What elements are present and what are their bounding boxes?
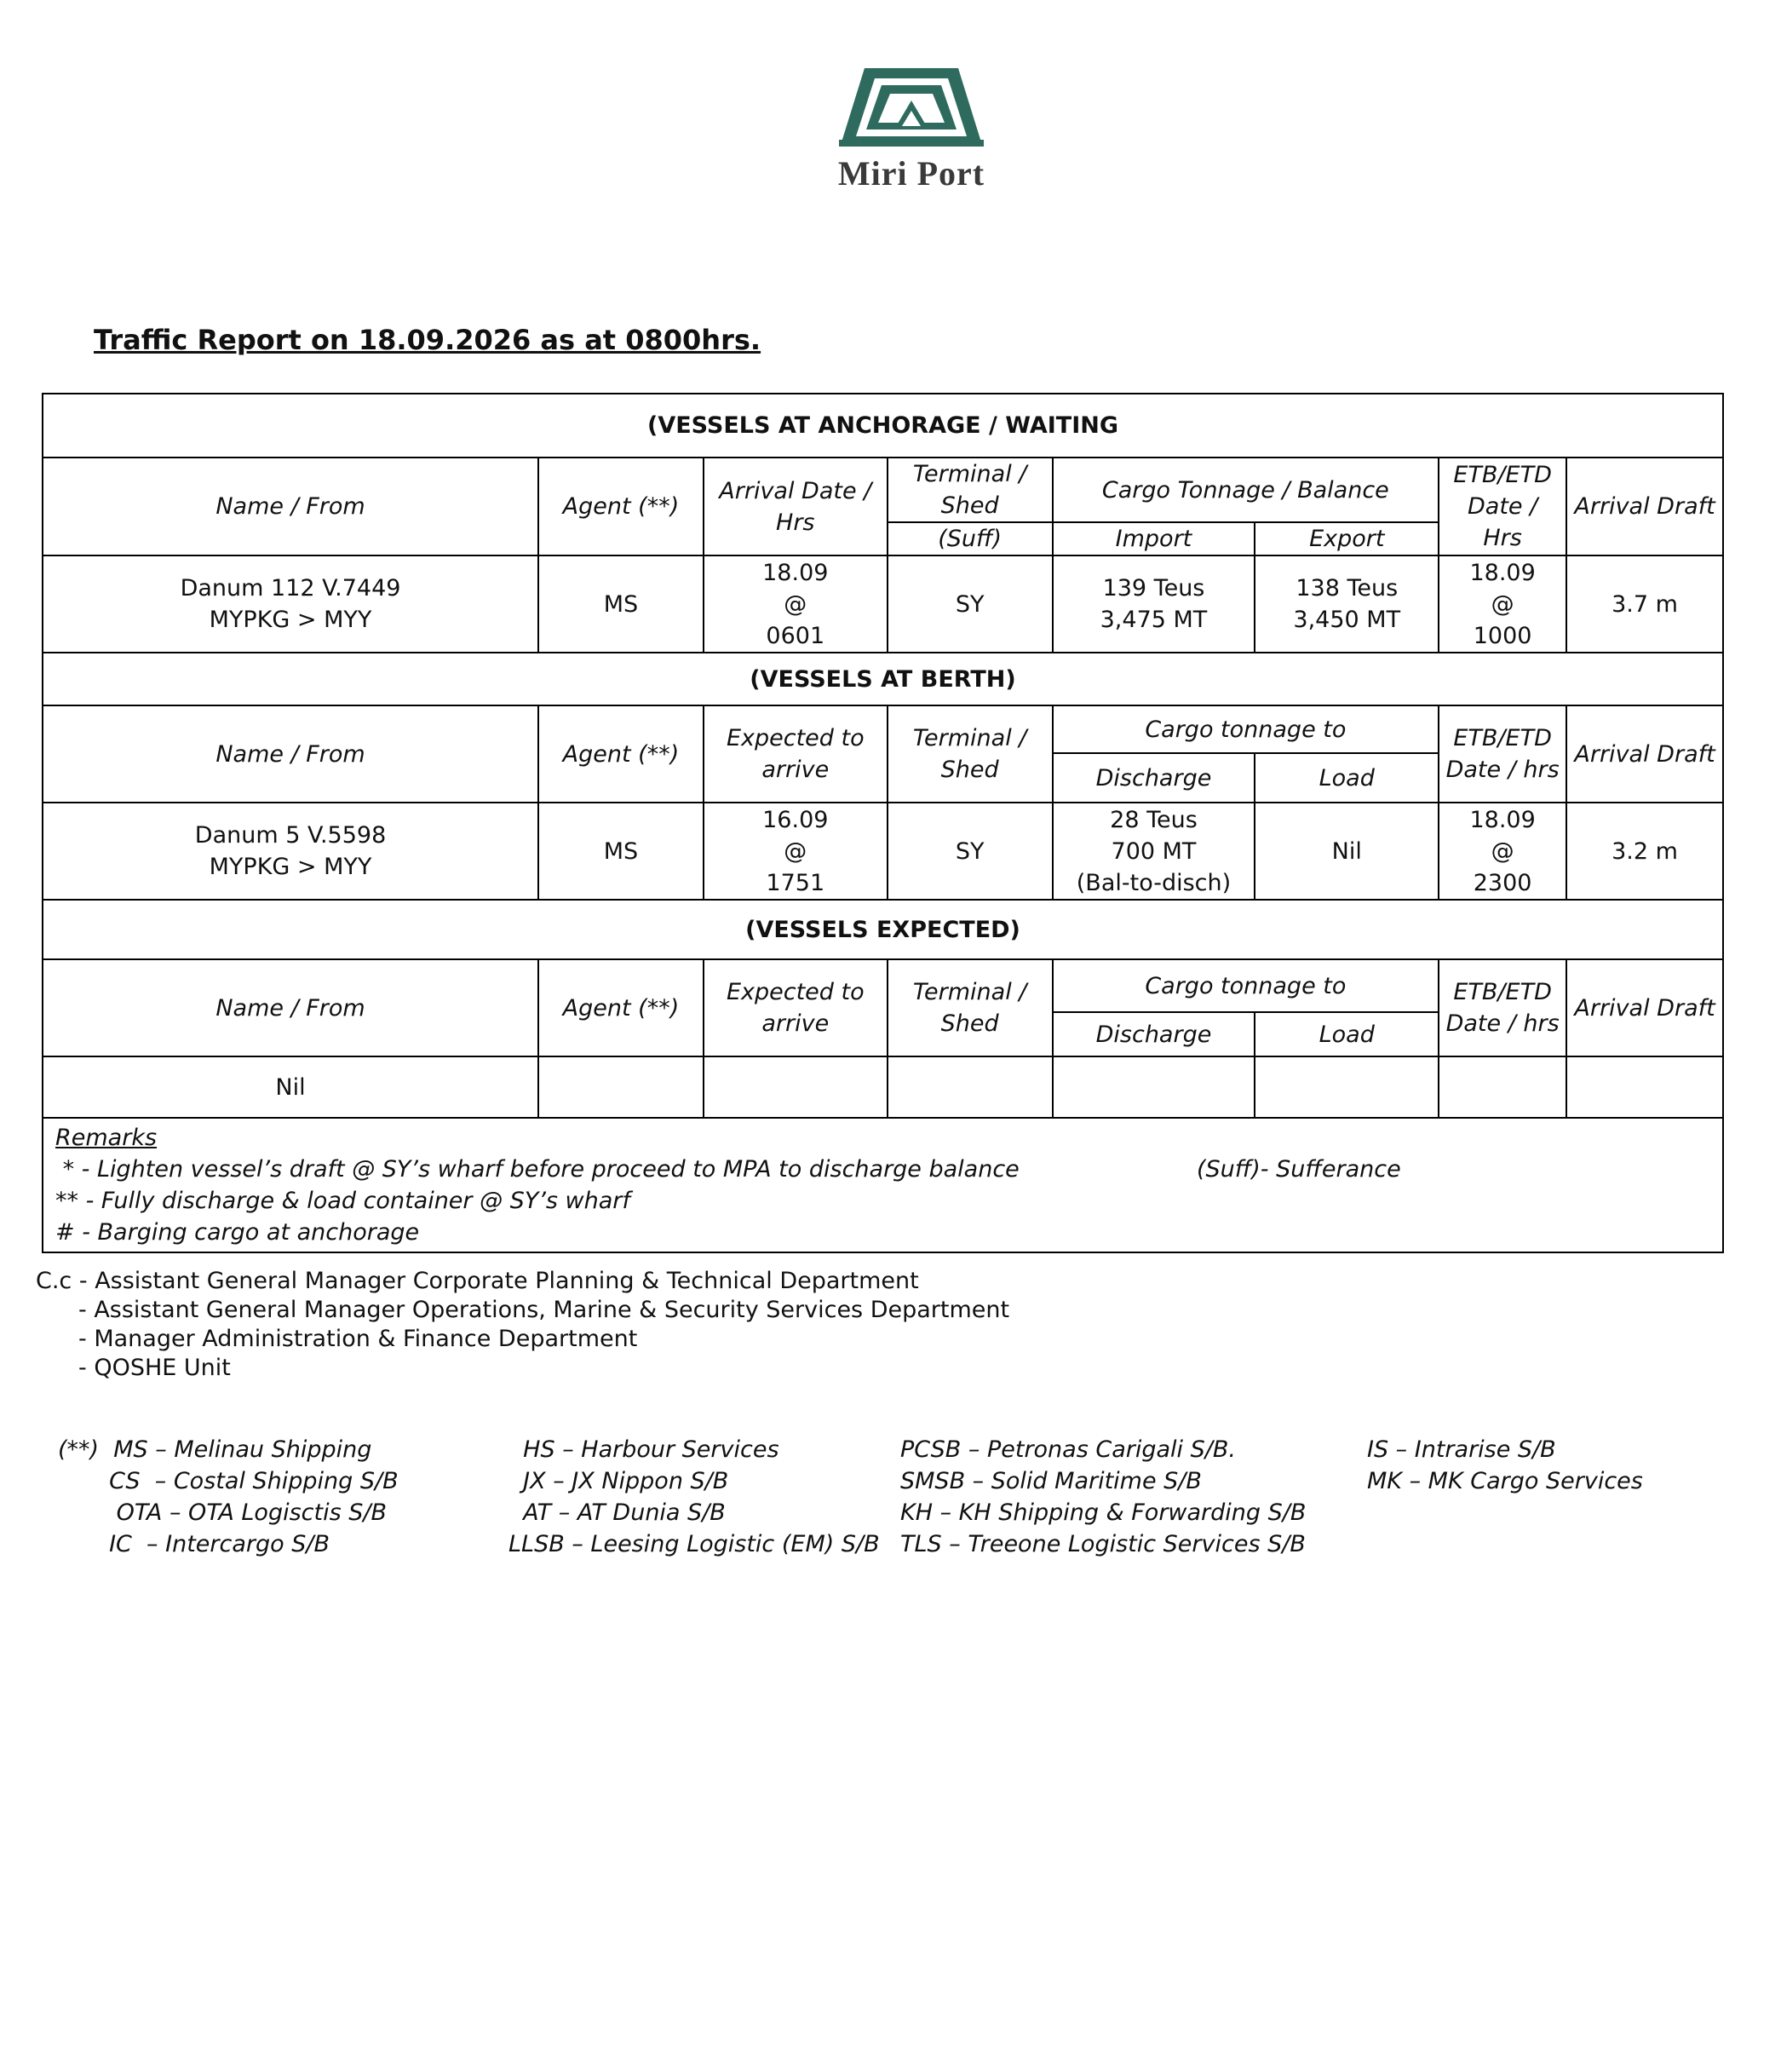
table-row: [43, 803, 1723, 900]
vessel-name: Danum 5 V.5598: [194, 822, 387, 849]
header-etb: ETB/ETD Date / hrs: [1439, 959, 1566, 1056]
etb-cell: [1439, 555, 1566, 653]
header-name: Name / From: [43, 959, 538, 1056]
arrival-at: @: [784, 590, 807, 618]
draft-cell: 3.7 m: [1566, 555, 1723, 653]
etb-at: @: [1491, 837, 1514, 865]
agent-entry: SMSB – Solid Maritime S/B: [900, 1468, 1202, 1494]
header-export: Export: [1255, 522, 1439, 555]
header-etb: ETB/ETD Date / hrs: [1439, 705, 1566, 803]
empty-cell: [704, 1056, 888, 1118]
etb-time: 1000: [1473, 622, 1532, 649]
empty-cell: [1255, 1056, 1439, 1118]
nil-cell: Nil: [43, 1056, 538, 1118]
section-expected: (VESSELS EXPECTED): [43, 900, 1723, 959]
agents-column-4: [1367, 1434, 1643, 1497]
empty-cell: [1053, 1056, 1255, 1118]
empty-cell: [888, 1056, 1053, 1118]
agent-entry: CS – Costal Shipping S/B: [58, 1468, 399, 1494]
header-discharge: Discharge: [1053, 753, 1255, 803]
agent-entry: AT – AT Dunia S/B: [508, 1499, 726, 1526]
agent-cell: MS: [538, 555, 704, 653]
section-berth: (VESSELS AT BERTH): [43, 653, 1723, 705]
etb-time: 2300: [1473, 869, 1532, 896]
report-title: Traffic Report on 18.09.2026 as at 0800hrs.: [94, 324, 761, 356]
arrival-time: 1751: [766, 869, 825, 896]
etb-at: @: [1491, 590, 1514, 618]
vessel-name: Danum 112 V.7449: [180, 575, 401, 601]
cc-line-3: - Manager Administration & Finance Department: [78, 1326, 638, 1352]
section-anchorage: (VESSELS AT ANCHORAGE / WAITING: [43, 394, 1723, 458]
cc-line-4: - QOSHE Unit: [78, 1355, 231, 1381]
agent-entry: LLSB – Leesing Logistic (EM) S/B: [508, 1531, 880, 1557]
etb-date: 18.09: [1469, 806, 1536, 833]
load-cell: Nil: [1255, 803, 1439, 900]
arrival-cell: [704, 555, 888, 653]
agent-entry: (**) MS – Melinau Shipping: [58, 1436, 372, 1463]
remarks-line-2: ** - Fully discharge & load container @ SY’s wharf: [55, 1188, 630, 1214]
cc-block: [36, 1267, 1009, 1383]
terminal-cell: SY: [888, 803, 1053, 900]
discharge-mt: 700 MT: [1111, 837, 1197, 865]
vessel-cell: [43, 555, 538, 653]
import-cell: [1053, 555, 1255, 653]
header-draft: Arrival Draft: [1566, 705, 1723, 803]
etb-cell: [1439, 803, 1566, 900]
import-teus: 139 Teus: [1102, 575, 1205, 601]
header-discharge: Discharge: [1053, 1012, 1255, 1056]
remarks-line-3: # - Barging cargo at anchorage: [55, 1219, 420, 1246]
miri-port-logo: [826, 66, 997, 203]
vessel-cell: [43, 803, 538, 900]
agent-cell: MS: [538, 803, 704, 900]
header-expected: Expected to arrive: [704, 959, 888, 1056]
agent-entry: PCSB – Petronas Carigali S/B.: [900, 1436, 1236, 1463]
header-terminal: Terminal / Shed: [888, 959, 1053, 1056]
header-arrival: Arrival Date / Hrs: [704, 458, 888, 555]
remarks-title: Remarks: [55, 1125, 158, 1151]
header-draft: Arrival Draft: [1566, 959, 1723, 1056]
arrival-date: 18.09: [762, 559, 829, 586]
header-load: Load: [1255, 1012, 1439, 1056]
arrival-cell: [704, 803, 888, 900]
header-name: Name / From: [43, 705, 538, 803]
header-cargo: Cargo tonnage to: [1053, 959, 1439, 1012]
export-cell: [1255, 555, 1439, 653]
remarks-line-1: * - Lighten vessel’s draft @ SY’s wharf before proceed to MPA to discharge balance: [55, 1156, 1020, 1183]
agents-column-2: [508, 1434, 880, 1560]
cc-line-1: C.c - Assistant General Manager Corporate Planning & Technical Department: [36, 1268, 919, 1294]
header-terminal: Terminal / Shed: [888, 705, 1053, 803]
vessel-from: MYPKG > MYY: [209, 854, 372, 880]
header-etb: ETB/ETD Date / Hrs: [1439, 458, 1566, 555]
vessel-from: MYPKG > MYY: [209, 607, 372, 633]
header-import: Import: [1053, 522, 1255, 555]
header-cargo: Cargo Tonnage / Balance: [1053, 458, 1439, 522]
miri-port-logo-icon: [839, 66, 984, 152]
terminal-cell: SY: [888, 555, 1053, 653]
table-row: [43, 555, 1723, 653]
export-mt: 3,450 MT: [1293, 607, 1401, 633]
agents-column-1: [58, 1434, 399, 1560]
header-agent: Agent (**): [538, 959, 704, 1056]
remarks-line: [55, 1154, 1710, 1185]
header-draft: Arrival Draft: [1566, 458, 1723, 555]
remarks-cell: [43, 1118, 1723, 1252]
agent-entry: OTA – OTA Logisctis S/B: [58, 1499, 387, 1526]
empty-cell: [538, 1056, 704, 1118]
export-teus: 138 Teus: [1296, 575, 1399, 601]
agent-entry: KH – KH Shipping & Forwarding S/B: [900, 1499, 1307, 1526]
header-load: Load: [1255, 753, 1439, 803]
header-agent: Agent (**): [538, 458, 704, 555]
discharge-note: (Bal-to-disch): [1076, 869, 1232, 896]
traffic-report-table: [42, 393, 1724, 1253]
discharge-cell: [1053, 803, 1255, 900]
header-name: Name / From: [43, 458, 538, 555]
agents-column-3: [900, 1434, 1306, 1560]
arrival-at: @: [784, 837, 807, 865]
import-mt: 3,475 MT: [1100, 607, 1208, 633]
agent-entry: MK – MK Cargo Services: [1367, 1468, 1643, 1494]
agent-entry: TLS – Treeone Logistic Services S/B: [900, 1531, 1306, 1557]
arrival-time: 0601: [766, 622, 825, 649]
header-expected: Expected to arrive: [704, 705, 888, 803]
empty-cell: [1439, 1056, 1566, 1118]
cc-line-2: - Assistant General Manager Operations, Marine & Security Services Department: [78, 1297, 1010, 1323]
agent-entry: IC – Intercargo S/B: [58, 1531, 330, 1557]
agent-entry: JX – JX Nippon S/B: [508, 1468, 729, 1494]
header-suff: (Suff): [888, 522, 1053, 555]
header-agent: Agent (**): [538, 705, 704, 803]
etb-date: 18.09: [1469, 559, 1536, 586]
logo-text: Miri Port: [837, 154, 985, 193]
agent-entry: IS – Intrarise S/B: [1367, 1436, 1556, 1463]
discharge-teus: 28 Teus: [1110, 806, 1198, 833]
header-cargo: Cargo tonnage to: [1053, 705, 1439, 753]
table-row: [43, 1056, 1723, 1118]
remarks-suff-note: (Suff)- Sufferance: [1197, 1156, 1401, 1183]
header-terminal: Terminal / Shed: [888, 458, 1053, 522]
empty-cell: [1566, 1056, 1723, 1118]
agent-entry: HS – Harbour Services: [508, 1436, 779, 1463]
draft-cell: 3.2 m: [1566, 803, 1723, 900]
arrival-date: 16.09: [762, 806, 829, 833]
